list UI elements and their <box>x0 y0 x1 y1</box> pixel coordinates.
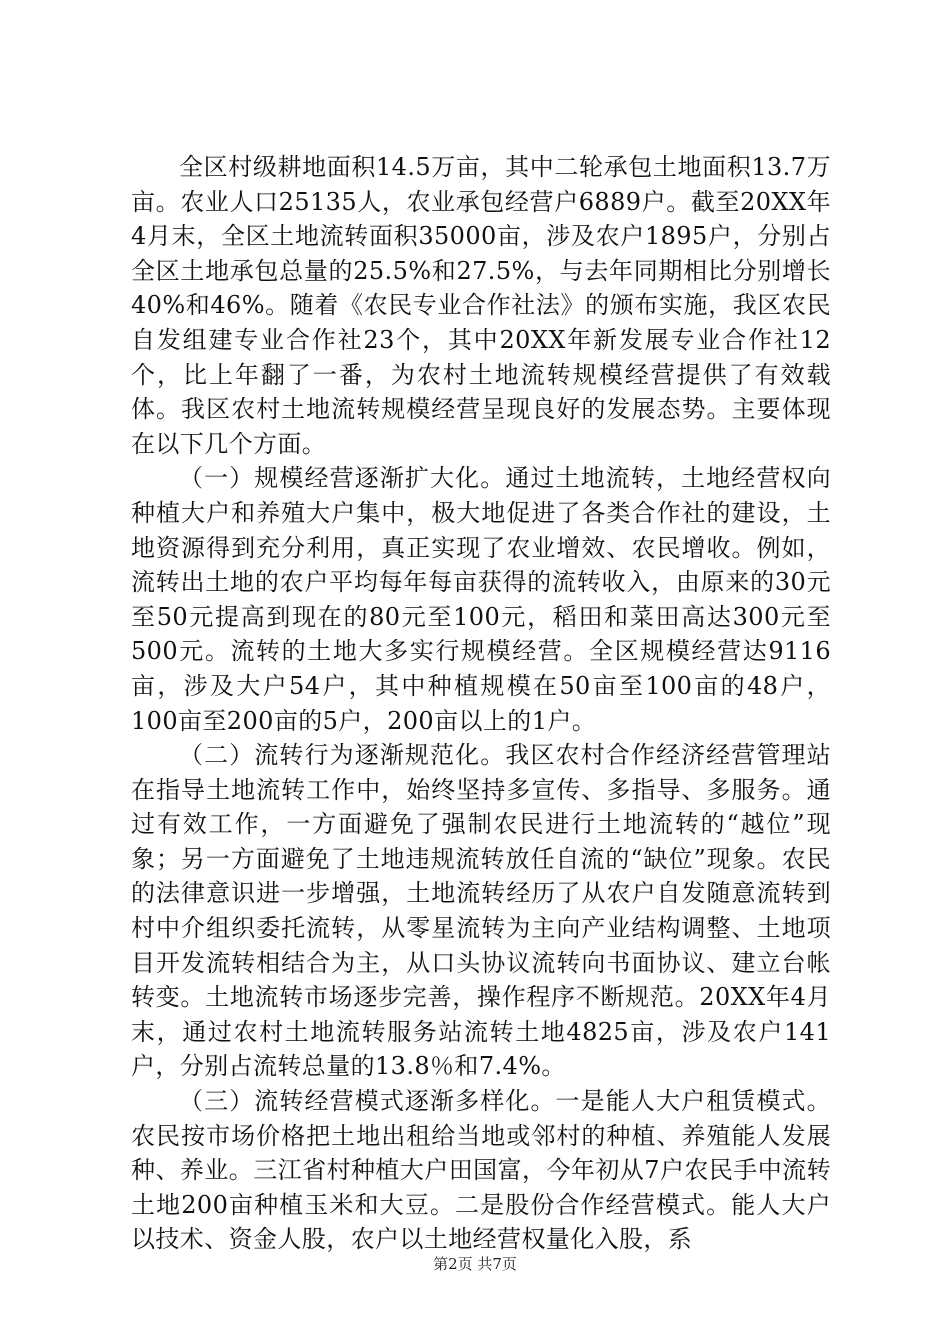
paragraph-section-3: （三）流转经营模式逐渐多样化。一是能人大户租赁模式。农民按市场价格把土地出租给当地或邻村的种植、养殖能人发展种、养业。三江省村种植大户田国富，今年初从7户农民手中流转土地200亩种植玉米和大豆。二是股份合作经营模式。能人大户以技术、资金人股，农户以土地经营权量化入股，系 <box>131 1087 831 1254</box>
paragraph-overview: 全区村级耕地面积14.5万亩，其中二轮承包土地面积13.7万亩。农业人口25135人，农业承包经营户6889户。截至20XX年4月末，全区土地流转面积35000亩，涉及农户1895户，分别占全区土地承包总量的25.5%和27.5%，与去年同期相比分别增长40%和46%。随着《农民专业合作社法》的颁布实施，我区农民自发组建专业合作社23个，其中20XX年新发展专业合作社12个，比上年翻了一番，为农村土地流转规模经营提供了有效载体。我区农村土地流转规模经营呈现良好的发展态势。主要体现在以下几个方面。 <box>131 153 831 458</box>
paragraph-section-1: （一）规模经营逐渐扩大化。通过土地流转，土地经营权向种植大户和养殖大户集中，极大地促进了各类合作社的建设，土地资源得到充分利用，真正实现了农业增效、农民增收。例如，流转出土地的农户平均每年每亩获得的流转收入，由原来的30元至50元提高到现在的80元至100元，稻田和菜田高达300元至500元。流转的土地大多实行规模经营。全区规模经营达9116亩，涉及大户54户，其中种植规模在50亩至100亩的48户，100亩至200亩的5户，200亩以上的1户。 <box>131 464 831 735</box>
document-body <box>131 150 831 1257</box>
page-number-footer: 第2页 共7页 <box>433 1255 517 1273</box>
paragraph-section-2: （二）流转行为逐渐规范化。我区农村合作经济经营管理站在指导土地流转工作中，始终坚持多宣传、多指导、多服务。通过有效工作，一方面避免了强制农民进行土地流转的“越位”现象；另一方面避免了土地违规流转放任自流的“缺位”现象。农民的法律意识进一步增强，土地流转经历了从农户自发随意流转到村中介组织委托流转，从零星流转为主向产业结构调整、土地项目开发流转相结合为主，从口头协议流转向书面协议、建立台帐转变。土地流转市场逐步完善，操作程序不断规范。20XX年4月末，通过农村土地流转服务站流转土地4825亩，涉及农户141户，分别占流转总量的13.8％和7.4%。 <box>131 741 831 1081</box>
